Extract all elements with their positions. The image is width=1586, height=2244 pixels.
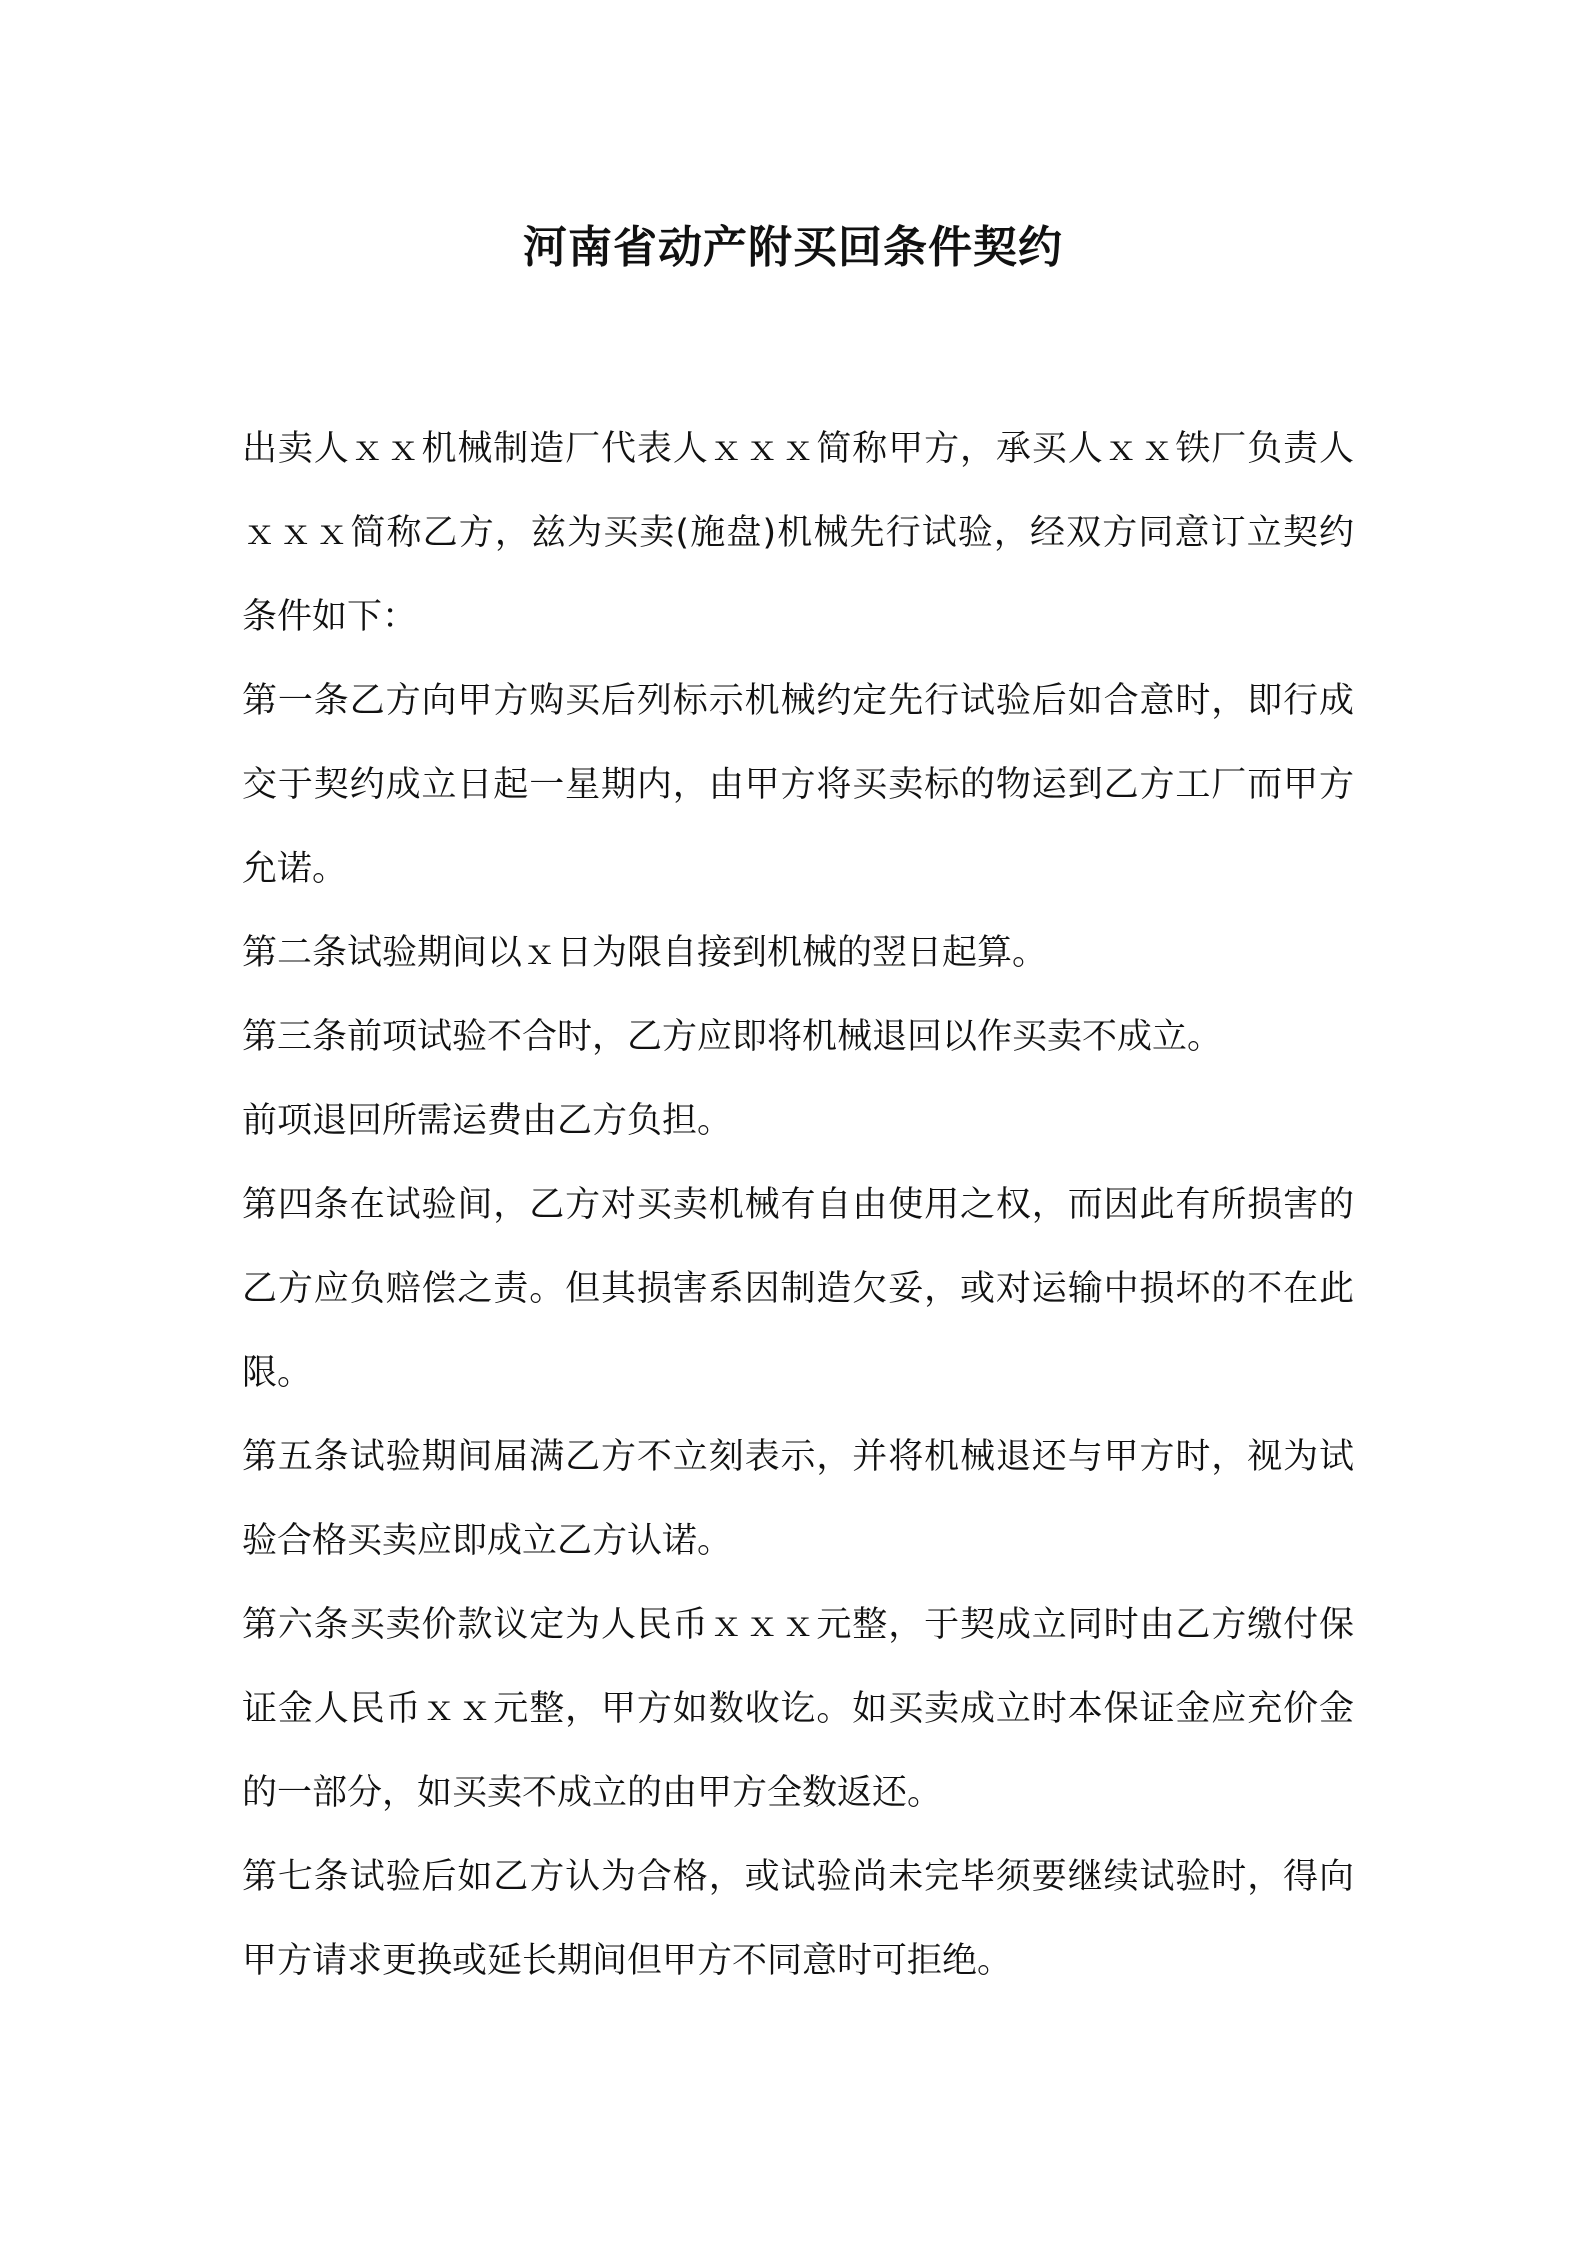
paragraph-article-1: 第一条乙方向甲方购买后列标示机械约定先行试验后如合意时，即行成交于契约成立日起一星期内，由甲方将买卖标的物运到乙方工厂而甲方允诺。: [242, 681, 1354, 889]
paragraph-article-3-note: 前项退回所需运费由乙方负担。: [242, 1101, 733, 1141]
paragraph-article-4: 第四条在试验间，乙方对买卖机械有自由使用之权，而因此有所损害的乙方应负赔偿之责。但其损害系因制造欠妥，或对运输中损坏的不在此限。: [242, 1185, 1354, 1393]
paragraph-article-3: 第三条前项试验不合时，乙方应即将机械退回以作买卖不成立。: [242, 1017, 1223, 1057]
document-title: 河南省动产附买回条件契约: [523, 222, 1063, 273]
document-body: [242, 407, 1354, 2003]
paragraph-article-6: 第六条买卖价款议定为人民币ｘｘｘ元整，于契成立同时由乙方缴付保证金人民币ｘｘ元整，甲方如数收讫。如买卖成立时本保证金应充价金的一部分，如买卖不成立的由甲方全数返还。: [242, 1605, 1354, 1813]
paragraph-article-5: 第五条试验期间届满乙方不立刻表示，并将机械退还与甲方时，视为试验合格买卖应即成立乙方认诺。: [242, 1437, 1354, 1561]
paragraph-article-7: 第七条试验后如乙方认为合格，或试验尚未完毕须要继续试验时，得向甲方请求更换或延长期间但甲方不同意时可拒绝。: [242, 1857, 1354, 1981]
paragraph-preamble: 出卖人ｘｘ机械制造厂代表人ｘｘｘ简称甲方，承买人ｘｘ铁厂负责人ｘｘｘ简称乙方，兹为买卖(施盘)机械先行试验，经双方同意订立契约条件如下：: [242, 429, 1354, 637]
paragraph-article-2: 第二条试验期间以ｘ日为限自接到机械的翌日起算。: [242, 933, 1048, 973]
